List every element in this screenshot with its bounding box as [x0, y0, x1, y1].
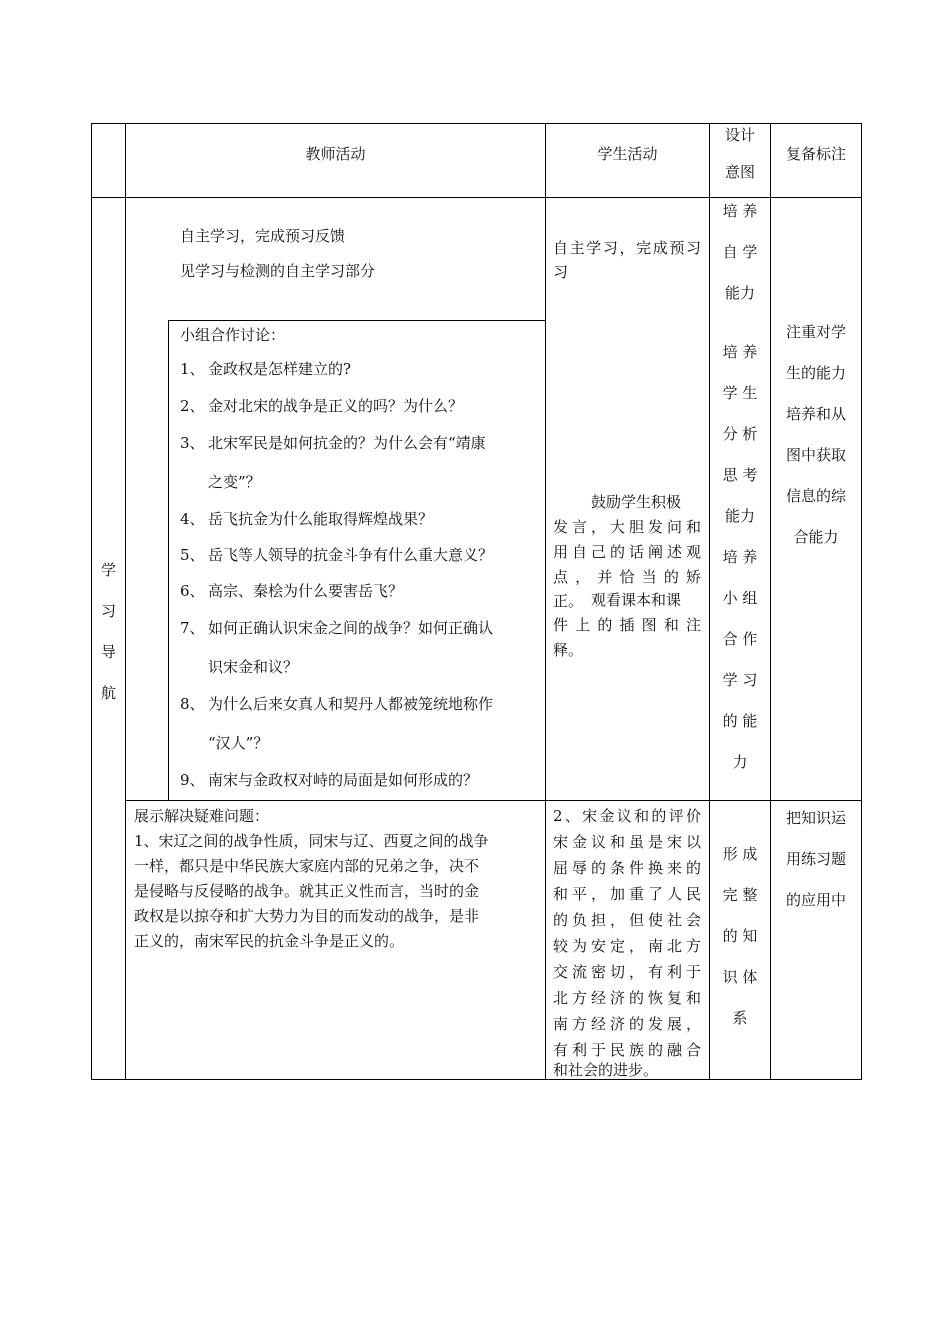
question-text: 北宋军民是如何抗金的？为什么会有“靖康: [208, 434, 486, 452]
question-text: 岳飞等人领导的抗金斗争有什么重大意义？: [208, 546, 494, 564]
question-number: 7、: [180, 619, 205, 637]
teacher-inner-divider: [168, 320, 169, 800]
question-number: 3、: [180, 434, 205, 452]
student-line: 有利于民族的融合: [553, 1041, 701, 1059]
notes-line: 用练习题: [785, 850, 846, 868]
row3-teacher-title: 展示解决疑难问题：: [134, 807, 270, 825]
design-intent-line: 思 考: [722, 466, 758, 484]
design-intent-line: 的 能: [722, 712, 758, 730]
question-text-continued: 之变”？: [208, 473, 261, 491]
student-line: 较为安定，南北方: [553, 937, 701, 955]
question-text: 岳飞抗金为什么能取得辉煌战果？: [208, 510, 434, 528]
question-number: 8、: [180, 695, 205, 713]
design-intent-line: 自 学: [722, 243, 758, 261]
table-border-bottom: [91, 1079, 862, 1080]
student-line: 2、宋金议和的评价: [553, 807, 701, 825]
design-intent-line: 学 生: [722, 384, 758, 402]
table-border-top: [91, 123, 862, 124]
header-teacher-activity: 教师活动: [305, 145, 366, 163]
student-para2-line: 观看课本和课: [591, 591, 682, 609]
student-para2-line: 释。: [553, 641, 584, 659]
question-number: 6、: [180, 582, 205, 600]
question-number: 9、: [180, 771, 205, 789]
row1-teacher-line1: 自主学习，完成预习反馈: [180, 227, 346, 245]
student-para1-line: 发言，大胆发问和: [553, 518, 701, 536]
design-intent-line: 能力: [724, 284, 755, 302]
student-para1-line: 正。: [553, 592, 584, 610]
table-border-right: [861, 123, 862, 1080]
answer-line: 政权是以掠夺和扩大势力为目的而发动的战争，是非: [134, 907, 480, 925]
design-intent-line: 分 析: [722, 425, 758, 443]
student-para2-line: 件上的插图和注: [553, 616, 701, 634]
row2-teacher-title: 小组合作讨论：: [180, 326, 286, 344]
answer-line: 一样，都只是中华民族大家庭内部的兄弟之争，决不: [134, 857, 480, 875]
notes-line: 合能力: [793, 528, 839, 546]
row1-student-line1: 自主学习，完成预习: [553, 239, 701, 257]
side-label-char: 航: [100, 684, 116, 702]
student-para1-line: 鼓励学生积极: [591, 493, 682, 511]
notes-line: 培养和从: [785, 405, 846, 423]
design-notes-divider: [770, 123, 771, 1080]
design-intent-line: 培 养: [722, 548, 758, 566]
student-line: 屈辱的条件换来的: [553, 859, 701, 877]
notes-line: 注重对学: [785, 323, 846, 341]
header-design-intent-line1: 设计: [724, 126, 755, 144]
row1-student-line2: 习: [553, 263, 569, 281]
notes-line: 的应用中: [785, 891, 846, 909]
question-text: 如何正确认识宋金之间的战争？如何正确认: [208, 619, 494, 637]
question-text: 金对北宋的战争是正义的吗？为什么？: [208, 397, 464, 415]
student-line: 的负担，但使社会: [553, 911, 701, 929]
answer-line: 正义的，南宋军民的抗金斗争是正义的。: [134, 932, 405, 950]
header-design-intent-line2: 意图: [724, 163, 755, 181]
student-para1-line: 点，并恰当的矫: [553, 568, 701, 586]
design-intent-line: 能力: [724, 507, 755, 525]
design-intent-line: 合 作: [722, 630, 758, 648]
question-number: 4、: [180, 510, 205, 528]
row2-design-intent: [710, 332, 770, 783]
notes-line: 图中获取: [785, 446, 846, 464]
student-line: 和社会的进步。: [553, 1061, 659, 1079]
answer-line: 是侵略与反侵略的战争。就其正义性而言，当时的金: [134, 882, 480, 900]
question-number: 5、: [180, 546, 205, 564]
side-label-learning-navigation: [92, 550, 125, 714]
row2-notes: [771, 312, 861, 558]
design-intent-line: 形 成: [722, 845, 758, 863]
answer-line: 1、宋辽之间的战争性质，同宋与辽、西夏之间的战争: [134, 832, 489, 850]
teacher-student-divider: [545, 123, 546, 1080]
design-intent-line: 力: [732, 753, 748, 771]
design-intent-line: 完 整: [722, 886, 758, 904]
student-para1-line: 用自己的话阐述观: [553, 543, 701, 561]
question-number: 1、: [180, 360, 205, 378]
header-notes: 复备标注: [785, 145, 846, 163]
side-label-char: 习: [100, 602, 116, 620]
question-text: 南宋与金政权对峙的局面是如何形成的？: [208, 771, 479, 789]
question-text-continued: “汉人”？: [208, 734, 269, 752]
student-line: 宋金议和虽是宋以: [553, 833, 701, 851]
design-intent-line: 识 体: [722, 968, 758, 986]
student-line: 南方经济的发展，: [553, 1015, 701, 1033]
student-line: 和平，加重了人民: [553, 885, 701, 903]
notes-line: 生的能力: [785, 364, 846, 382]
design-intent-line: 培 养: [722, 202, 758, 220]
row3-design-intent: [710, 834, 770, 1039]
question-text: 金政权是怎样建立的?: [208, 360, 352, 378]
row1-teacher-line2: 见学习与检测的自主学习部分: [180, 262, 376, 280]
question-text-continued: 识宋金和议？: [208, 658, 299, 676]
row1-divider-teacher: [168, 320, 545, 321]
design-intent-line: 小 组: [722, 589, 758, 607]
student-line: 北方经济的恢复和: [553, 989, 701, 1007]
design-intent-line: 培 养: [722, 343, 758, 361]
question-text: 为什么后来女真人和契丹人都被笼统地称作: [208, 695, 494, 713]
design-intent-line: 系: [732, 1009, 748, 1027]
notes-line: 把知识运: [785, 809, 846, 827]
design-intent-line: 的 知: [722, 927, 758, 945]
side-label-char: 学: [100, 561, 116, 579]
notes-line: 信息的综: [785, 487, 846, 505]
side-column-divider: [125, 123, 126, 1080]
question-number: 2、: [180, 397, 205, 415]
row3-notes: [771, 798, 861, 921]
student-line: 交流密切，有利于: [553, 963, 701, 981]
question-text: 高宗、秦桧为什么要害岳飞？: [208, 582, 404, 600]
header-student-activity: 学生活动: [597, 145, 658, 163]
side-label-char: 导: [100, 643, 116, 661]
row2-divider: [125, 800, 862, 801]
design-intent-line: 学 习: [722, 671, 758, 689]
row1-design-intent: [710, 191, 770, 314]
